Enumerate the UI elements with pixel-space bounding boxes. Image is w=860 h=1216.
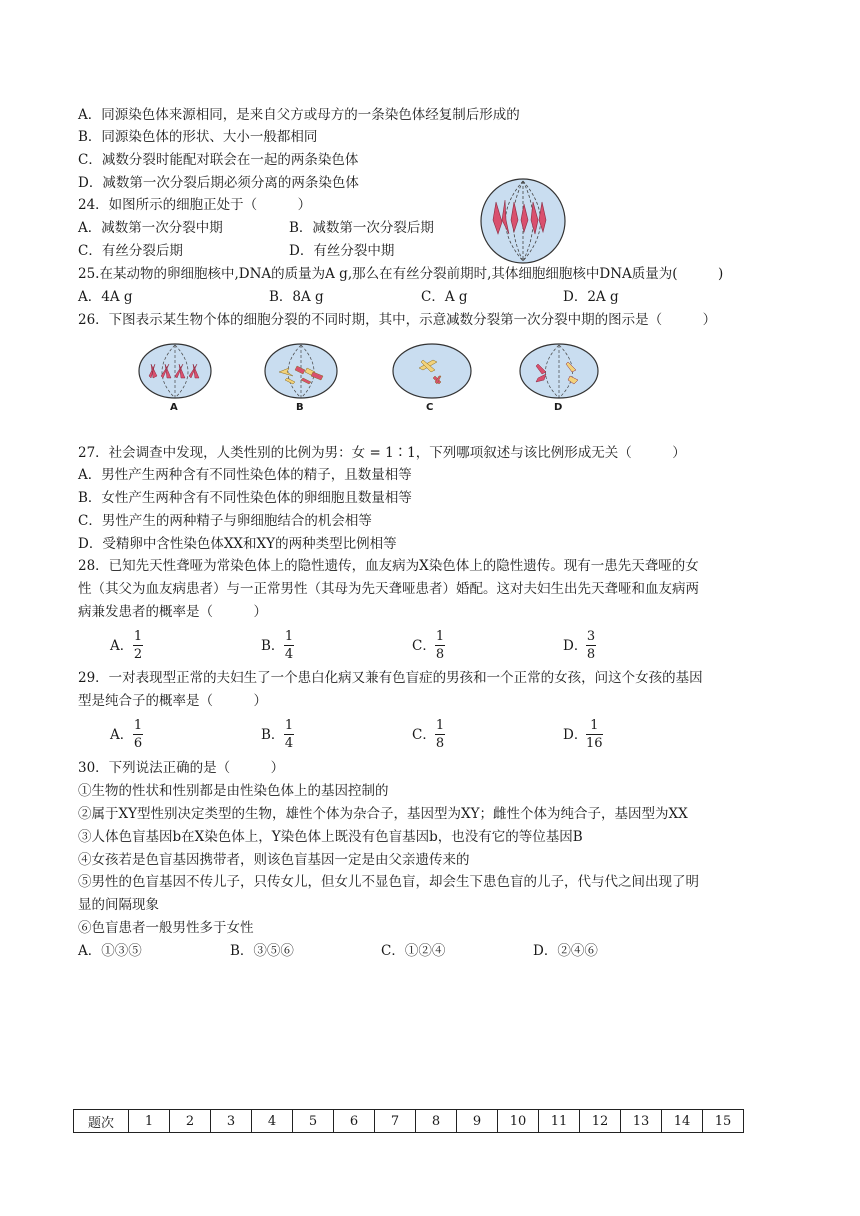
q29-option-c-fraction: [435, 718, 445, 751]
answer-cell-1[interactable]: 1: [129, 1110, 170, 1133]
answer-cell-2[interactable]: 2: [170, 1110, 211, 1133]
q25-option-a: A．4A g: [78, 289, 133, 305]
numerator: 1: [284, 629, 294, 644]
q28-stem-line2: 性（其父为血友病患者）与一正常男性（其母为先天聋哑患者）婚配。这对夫妇生出先天聋哑和血友病两: [78, 581, 699, 597]
q30-option-d: D．②④⑥: [533, 943, 598, 959]
q25-option-b: B．8A g: [269, 289, 324, 305]
q27-option-c: C．男性产生的两种精子与卵细胞结合的机会相等: [78, 513, 372, 529]
q24-option-c: C．有丝分裂后期: [78, 243, 183, 259]
q25-option-c: C．A g: [421, 289, 468, 305]
denominator: 4: [284, 736, 294, 751]
q27-option-a: A．男性产生两种含有不同性染色体的精子，且数量相等: [78, 467, 412, 483]
q23-option-c: C．减数分裂时能配对联会在一起的两条染色体: [78, 152, 359, 168]
answer-cell-15[interactable]: 15: [703, 1110, 744, 1133]
answer-cell-5[interactable]: 5: [293, 1110, 334, 1133]
q26-label-a: A: [170, 402, 178, 413]
q27-option-d: D．受精卵中含性染色体XX和XY的两种类型比例相等: [78, 536, 397, 552]
q30-statement-6: ⑥色盲患者一般男性多于女性: [78, 920, 254, 936]
q30-statement-1: ①生物的性状和性别都是由性染色体上的基因控制的: [78, 783, 389, 799]
q29-option-b-fraction: [284, 718, 294, 751]
denominator: 8: [435, 647, 445, 662]
numerator: 1: [435, 629, 445, 644]
q24-option-a: A．减数第一次分裂中期: [78, 220, 223, 236]
q26-figure-c: [391, 342, 473, 402]
q30-option-b: B．③⑤⑥: [230, 943, 294, 959]
q30-statement-5-line1: ⑤男性的色盲基因不传儿子，只传女儿，但女儿不显色盲，却会生下患色盲的儿子，代与代之间出现了明: [78, 874, 699, 890]
q28-stem-line1: 28．已知先天性聋哑为常染色体上的隐性遗传，血友病为X染色体上的隐性遗传。现有一患先天聋哑的女: [78, 558, 699, 574]
q23-option-b: B．同源染色体的形状、大小一般都相同: [78, 129, 318, 145]
q29-option-d-letter: D．: [563, 727, 588, 743]
q24-option-d: D．有丝分裂中期: [289, 243, 395, 259]
answer-cell-13[interactable]: 13: [621, 1110, 662, 1133]
numerator: 1: [590, 718, 599, 733]
q29-option-d-fraction: [586, 718, 603, 751]
q26-figure-d: [518, 342, 600, 402]
answer-cell-12[interactable]: 12: [580, 1110, 621, 1133]
q28-option-b-letter: B．: [261, 638, 285, 654]
q29-option-b-letter: B．: [261, 727, 285, 743]
q27-option-b: B．女性产生两种含有不同性染色体的卵细胞且数量相等: [78, 490, 412, 506]
q30-statement-2: ②属于XY型性别决定类型的生物，雄性个体为杂合子，基因型为XY；雌性个体为纯合子，基因型为XX: [78, 806, 688, 822]
answer-table-header: 题次: [74, 1110, 129, 1133]
q29-option-c-letter: C．: [412, 727, 436, 743]
q30-statement-3: ③人体色盲基因b在X染色体上，Y染色体上既没有色盲基因b，也没有它的等位基因B: [78, 829, 583, 845]
denominator: 6: [133, 736, 143, 751]
q28-option-d-letter: D．: [563, 638, 588, 654]
answer-cell-7[interactable]: 7: [375, 1110, 416, 1133]
q28-option-b-fraction: [284, 629, 294, 662]
denominator: 8: [586, 647, 596, 662]
q24-cell-figure: [478, 176, 568, 266]
numerator: 1: [435, 718, 445, 733]
answer-table: [73, 1109, 744, 1133]
q26-stem: 26．下图表示某生物个体的细胞分裂的不同时期，其中，示意减数分裂第一次分裂中期的图示是（ ）: [78, 312, 717, 328]
q25-stem: 25.在某动物的卵细胞核中,DNA的质量为A g,那么在有丝分裂前期时,其体细胞细胞核中DNA质量为( ): [78, 266, 724, 282]
numerator: 1: [133, 629, 143, 644]
numerator: 3: [586, 629, 596, 644]
q24-stem: 24．如图所示的细胞正处于（ ）: [78, 197, 312, 213]
q28-option-a-fraction: [133, 629, 143, 662]
denominator: 2: [133, 647, 143, 662]
denominator: 4: [284, 647, 294, 662]
numerator: 1: [133, 718, 143, 733]
denominator: 16: [586, 736, 603, 751]
answer-cell-3[interactable]: 3: [211, 1110, 252, 1133]
q26-label-c: C: [426, 402, 434, 413]
q30-statement-5-line2: 显的间隔现象: [78, 897, 159, 913]
q28-option-c-fraction: [435, 629, 445, 662]
q23-option-d: D．减数第一次分裂后期必须分离的两条染色体: [78, 175, 359, 191]
numerator: 1: [284, 718, 294, 733]
q29-option-a-letter: A．: [110, 727, 134, 743]
q26-label-d: D: [554, 402, 563, 413]
q28-stem-line3: 病兼发患者的概率是（ ）: [78, 604, 267, 620]
q28-option-d-fraction: [586, 629, 596, 662]
answer-cell-6[interactable]: 6: [334, 1110, 375, 1133]
q26-figure-b: [263, 342, 339, 402]
q29-option-a-fraction: [133, 718, 143, 751]
q26-figure-a: [137, 342, 213, 402]
answer-cell-8[interactable]: 8: [416, 1110, 457, 1133]
q24-option-b: B．减数第一次分裂后期: [289, 220, 434, 236]
denominator: 8: [435, 736, 445, 751]
q27-stem: 27．社会调查中发现，人类性别的比例为男：女 = 1∶1，下列哪项叙述与该比例形成无关（ ）: [78, 445, 686, 461]
answer-cell-10[interactable]: 10: [498, 1110, 539, 1133]
q26-label-b: B: [296, 402, 304, 413]
q30-stem: 30．下列说法正确的是（ ）: [78, 760, 285, 776]
q29-stem-line2: 型是纯合子的概率是（ ）: [78, 693, 267, 709]
q30-statement-4: ④女孩若是色盲基因携带者，则该色盲基因一定是由父亲遗传来的: [78, 852, 470, 868]
q30-option-a: A．①③⑤: [78, 943, 142, 959]
q23-option-a: A．同源染色体来源相同，是来自父方或母方的一条染色体经复制后形成的: [78, 107, 520, 123]
answer-cell-11[interactable]: 11: [539, 1110, 580, 1133]
answer-table-row: [74, 1110, 744, 1133]
q30-option-c: C．①②④: [381, 943, 446, 959]
q28-option-a-letter: A．: [110, 638, 134, 654]
q25-option-d: D．2A g: [563, 289, 619, 305]
answer-cell-14[interactable]: 14: [662, 1110, 703, 1133]
answer-cell-4[interactable]: 4: [252, 1110, 293, 1133]
q29-stem-line1: 29．一对表现型正常的夫妇生了一个患白化病又兼有色盲症的男孩和一个正常的女孩，问这个女孩的基因: [78, 670, 703, 686]
q28-option-c-letter: C．: [412, 638, 436, 654]
answer-cell-9[interactable]: 9: [457, 1110, 498, 1133]
